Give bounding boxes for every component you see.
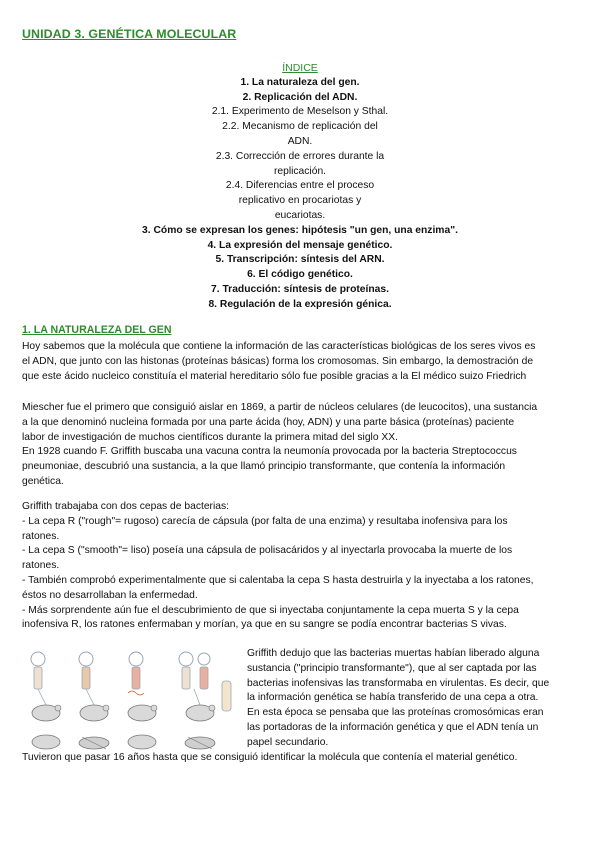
text-line: que este ácido nucleico constituía el material hereditario sólo fue posible gracias a la El médico suizo Friedrich [22,370,527,382]
toc-item: 2.1. Experimento de Meselson y Sthal. [211,106,389,118]
toc-item: 1. La naturaleza del gen. [240,76,360,88]
text-line: Miescher fue el primero que consiguió aislar en 1869, a partir de núcleos celulares (de leucocitos), una sustancia [22,402,538,413]
toc-item: 2. Replicación del ADN. [242,91,358,103]
text-line: bacterias inofensivas las transformaba en virulentas. Es decir, que [247,677,550,689]
text-line: En 1928 cuando F. Griffith buscaba una vacuna contra la neumonía provocada por la bacteria Streptococcus [22,446,517,458]
section-title: 1. LA NATURALEZA DEL GEN [22,324,172,336]
griffith-experiment-illustration [24,647,238,755]
toc-heading[interactable]: ÍNDICE [282,62,318,74]
text-line: - También comprobó experimentalmente que si calentaba la cepa S hasta destruirla y la inyectaba a los ratones, [22,574,534,586]
text-line: - La cepa S ("smooth"= liso) poseía una cápsula de polisacáridos y al inyectarla provocaba la muerte de los [22,545,513,557]
text-line: el ADN, que junto con las histonas (proteínas básicas) forma los cromosomas. Sin embargo, la demostración de [22,355,534,367]
paragraph-intro [22,340,582,384]
text-line: Griffith dedujo que las bacterias muertas habían liberado alguna [247,648,540,659]
text-line: labor de investigación de muchos científicos durante la primera mitad del siglo XX. [22,431,399,443]
text-line: genética. [22,475,64,487]
toc-item: 5. Transcripción: síntesis del ARN. [215,254,385,266]
text-line: Hoy sabemos que la molécula que contiene la información de las características biológicas de los seres vivos es [22,341,536,352]
text-line: En esta época se pensaba que las proteínas cromosómicas eran [247,707,544,719]
text-line: papel secundario. [247,736,329,748]
toc-item: replicación. [273,165,327,177]
text-line: las portadoras de la información genética y que el ADN tenía un [247,721,539,733]
toc-item: 2.4. Diferencias entre el proceso [225,180,375,192]
toc-item: 8. Regulación de la expresión génica. [208,298,392,310]
table-of-contents [50,61,550,313]
unit-title: UNIDAD 3. GENÉTICA MOLECULAR [22,27,237,41]
toc-item: 2.3. Corrección de errores durante la [215,150,385,162]
text-line: ratones. [22,530,60,542]
text-line: sustancia ("principio transformante"), que al ser captada por las [247,662,537,674]
text-line: Griffith trabajaba con dos cepas de bacterias: [22,501,230,512]
toc-item: ADN. [287,135,313,147]
paragraph-history [22,401,582,490]
griffith-conclusion [247,647,583,751]
text-line: a la que denominó nucleina formada por una parte ácida (hoy, ADN) y una parte básica (proteínas) paciente [22,416,515,428]
toc-item: 7. Traducción: síntesis de proteínas. [211,283,389,295]
toc-item: 2.2. Mecanismo de replicación del [222,121,378,133]
text-line: - Más sorprendente aún fue el descubrimiento de que si inyectaba conjuntamente la cepa muerta S y la cepa [22,604,519,616]
toc-item: eucariotas. [274,209,326,221]
text-line: pneumoniae, descubrió una sustancia, a la que llamó principio transformante, que contenía la información [22,461,506,473]
toc-item: 4. La expresión del mensaje genético. [207,239,393,251]
text-line: - La cepa R ("rough"= rugoso) carecía de cápsula (por falta de una enzima) y resultaba inofensiva para los [22,515,508,527]
toc-item: 6. El código genético. [247,269,353,281]
text-line: éstos no desarrollaban la enfermedad. [22,589,198,601]
text-line: inofensiva R, los ratones enfermaban y morían, ya que en su sangre se podía encontrar bacterias S vivas. [22,619,507,631]
toc-item: 3. Cómo se expresan los genes: hipótesis "un gen, una enzima". [142,224,458,236]
toc-item: replicativo en procariotas y [238,195,362,207]
closing-line: Tuvieron que pasar 16 años hasta que se consiguió identificar la molécula que contenía el material genético. [22,752,518,763]
paragraph-griffith [22,500,582,633]
text-line: ratones. [22,560,60,572]
text-line: la información genética se había transferido de una cepa a otra. [247,692,539,704]
